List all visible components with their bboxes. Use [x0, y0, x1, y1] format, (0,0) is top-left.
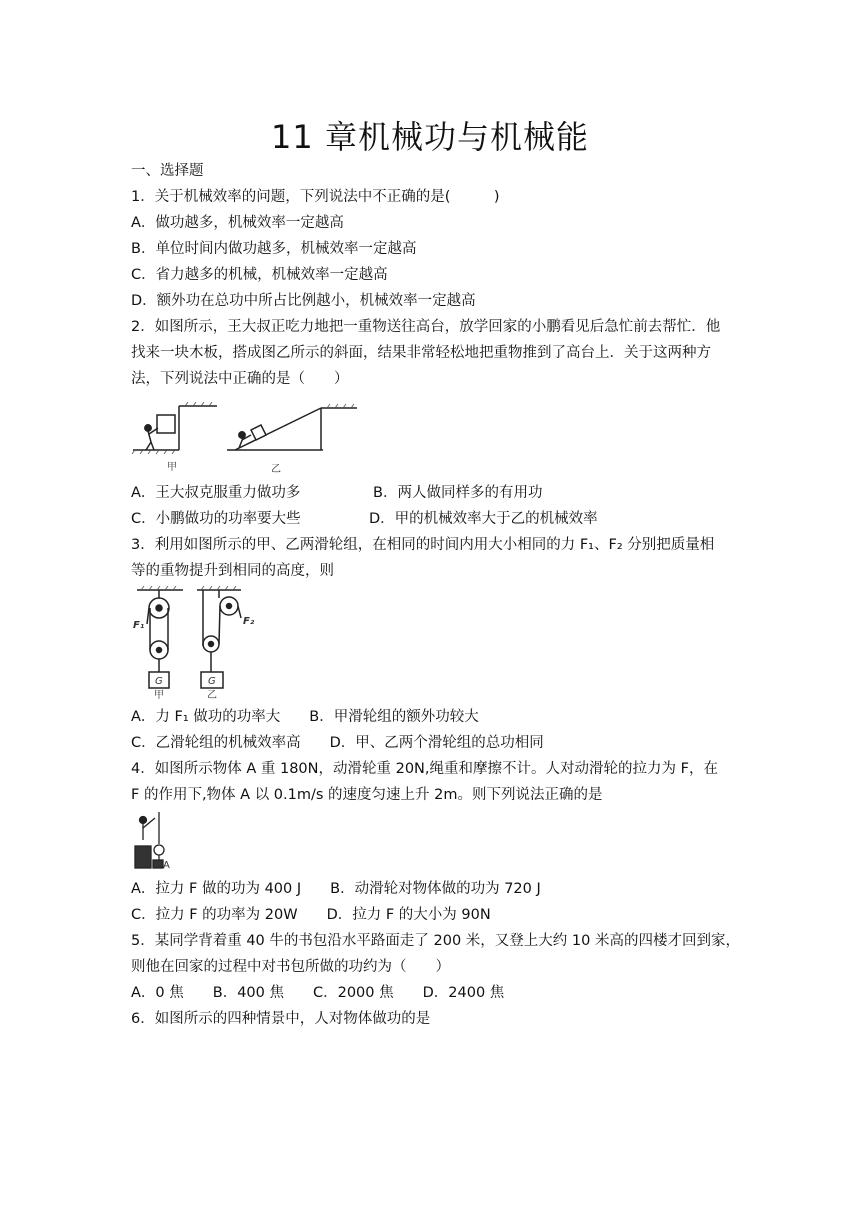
q4-stem-line1: 4．如图所示物体 A 重 180N，动滑轮重 20N,绳重和摩擦不计。人对动滑轮的拉力为 F，在: [131, 761, 718, 777]
q2-stem-line2: 找来一块木板，搭成图乙所示的斜面，结果非常轻松地把重物推到了高台上．关于这两种方: [131, 345, 711, 361]
q1-option-d: D．额外功在总功中所占比例越小，机械效率一定越高: [131, 293, 476, 309]
q3-pulley-figure: [131, 584, 261, 700]
q3-stem-line1: 3．利用如图所示的甲、乙两滑轮组，在相同的时间内用大小相同的力 F₁、F₂ 分别把质量相: [131, 537, 715, 553]
q4-options-ab: A．拉力 F 做的功为 400 J B．动滑轮对物体做的功为 720 J: [131, 881, 541, 897]
q2-option-c: C．小鹏做功的功率要大些: [131, 511, 301, 527]
q5-stem-line1: 5．某同学背着重 40 牛的书包沿水平路面走了 200 米，又登上大约 10 米高的四楼才回到家，: [131, 933, 740, 949]
section-heading: 一、选择题: [131, 163, 204, 179]
q3-options-cd: C．乙滑轮组的机械效率高 D．甲、乙两个滑轮组的总功相同: [131, 735, 544, 751]
q1-option-a: A．做功越多，机械效率一定越高: [131, 215, 344, 231]
q2-stem-line1: 2．如图所示，王大叔正吃力地把一重物送往高台，放学回家的小鹏看见后急忙前去帮忙．他: [131, 319, 721, 335]
q4-options-cd: C．拉力 F 的功率为 20W D．拉力 F 的大小为 90N: [131, 907, 491, 923]
q5-stem-line2: 则他在回家的过程中对书包所做的功约为（ ）: [131, 959, 450, 975]
q3-stem-line2: 等的重物提升到相同的高度，则: [131, 563, 334, 579]
page-title: 11 章机械功与机械能: [271, 118, 589, 156]
q4-figure: [131, 810, 171, 872]
q3-fig-f2: F₂: [243, 616, 255, 627]
q2-figure-jia: [133, 406, 217, 450]
q2-option-b: B．两人做同样多的有用功: [373, 485, 543, 501]
q5-options: A．0 焦 B．400 焦 C．2000 焦 D．2400 焦: [131, 985, 505, 1001]
q1-option-c: C．省力越多的机械，机械效率一定越高: [131, 267, 388, 283]
q4-fig-a: A: [163, 860, 170, 871]
q3-fig-g-jia: G: [155, 676, 163, 687]
q2-option-a: A．王大叔克服重力做功多: [131, 485, 301, 501]
q2-figure-yi: [227, 408, 357, 450]
q4-stem-line2: F 的作用下,物体 A 以 0.1m/s 的速度匀速上升 2m。则下列说法正确的是: [131, 787, 603, 803]
q2-fig-label-jia: 甲: [167, 462, 177, 473]
q2-fig-label-yi: 乙: [271, 464, 281, 475]
q3-fig-label-yi: 乙: [207, 690, 217, 700]
q3-options-ab: A．力 F₁ 做功的功率大 B．甲滑轮组的额外功较大: [131, 709, 479, 725]
q3-fig-g-yi: G: [208, 676, 216, 687]
q1-stem: 1．关于机械效率的问题，下列说法中不正确的是( ): [131, 189, 500, 205]
q2-figure: [131, 400, 361, 476]
q2-stem-line3: 法，下列说法中正确的是（ ）: [131, 371, 349, 387]
q6-stem: 6．如图所示的四种情景中，人对物体做功的是: [131, 1011, 431, 1027]
q1-option-b: B．单位时间内做功越多，机械效率一定越高: [131, 241, 417, 257]
q3-fig-f1: F₁: [133, 620, 145, 631]
q3-fig-label-jia: 甲: [154, 690, 164, 700]
q2-option-d: D．甲的机械效率大于乙的机械效率: [369, 511, 598, 527]
